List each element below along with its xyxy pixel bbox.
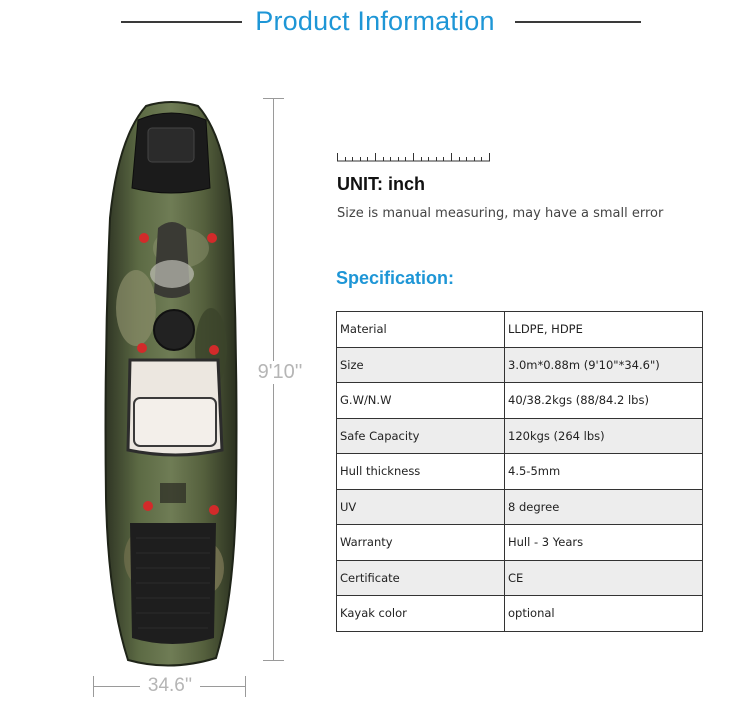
width-dimension-cap-left <box>93 676 94 697</box>
kayak-product-image <box>86 98 256 670</box>
table-row <box>337 383 703 419</box>
table-row <box>337 312 703 348</box>
spec-key: Safe Capacity <box>337 418 505 454</box>
table-row <box>337 560 703 596</box>
spec-key: Material <box>337 312 505 348</box>
length-dimension-label: 9'10'' <box>252 361 308 384</box>
spec-value: 3.0m*0.88m (9'10"*34.6") <box>505 347 703 383</box>
table-row <box>337 454 703 490</box>
length-dimension-cap-top <box>263 98 284 99</box>
round-hatch <box>154 310 194 350</box>
unit-title: UNIT: inch <box>337 174 425 194</box>
spec-value: 120kgs (264 lbs) <box>505 418 703 454</box>
page-title: Product Information <box>255 6 495 36</box>
unit-note: Size is manual measuring, may have a small error <box>337 206 664 221</box>
table-row <box>337 418 703 454</box>
spec-value: optional <box>505 596 703 632</box>
spec-key: UV <box>337 489 505 525</box>
spec-value: 8 degree <box>505 489 703 525</box>
spec-key: G.W/N.W <box>337 383 505 419</box>
width-dimension-label: 34.6'' <box>140 675 200 697</box>
spec-key: Size <box>337 347 505 383</box>
header-rule-right <box>515 21 641 23</box>
width-dimension-cap-right <box>245 676 246 697</box>
spec-key: Warranty <box>337 525 505 561</box>
table-row <box>337 525 703 561</box>
specification-table <box>336 311 703 632</box>
table-row <box>337 489 703 525</box>
spec-value: 4.5-5mm <box>505 454 703 490</box>
spec-value: CE <box>505 560 703 596</box>
specification-title: Specification: <box>336 268 455 288</box>
spec-value: LLDPE, HDPE <box>505 312 703 348</box>
ruler-icon <box>337 148 491 167</box>
table-row <box>337 596 703 632</box>
spec-key: Hull thickness <box>337 454 505 490</box>
length-dimension-cap-bottom <box>263 660 284 661</box>
spec-key: Kayak color <box>337 596 505 632</box>
spec-key: Certificate <box>337 560 505 596</box>
spec-value: 40/38.2kgs (88/84.2 lbs) <box>505 383 703 419</box>
table-row <box>337 347 703 383</box>
spec-value: Hull - 3 Years <box>505 525 703 561</box>
